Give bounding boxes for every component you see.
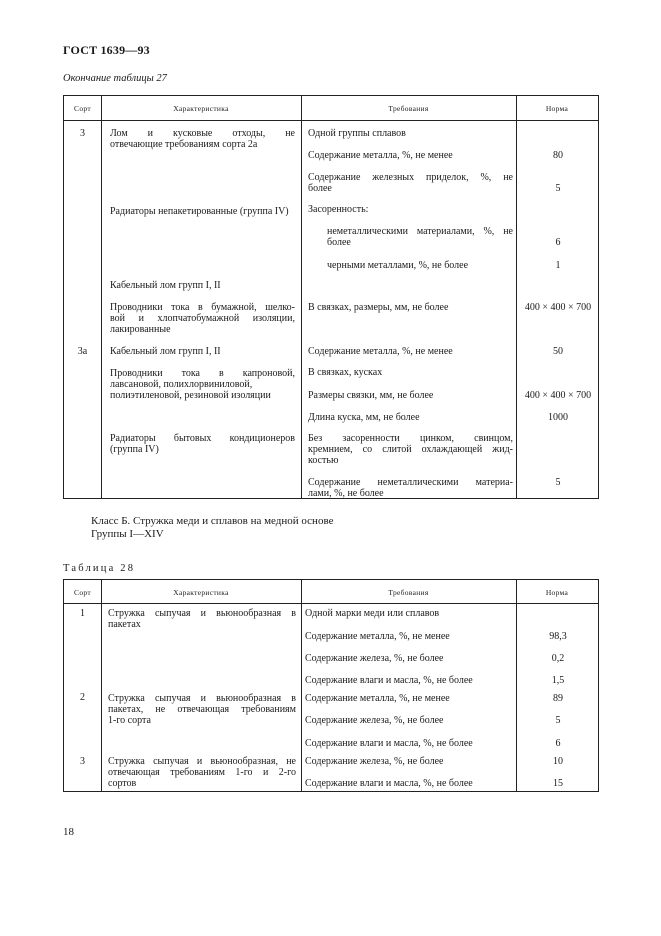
header-requirements: Требования [388, 104, 429, 113]
characteristic-text: полиэтиленовой, резиновой изоляции [110, 390, 271, 401]
norm-value: 1,5 [551, 675, 565, 686]
requirement-text: Содержание влаги и масла, %, не более [305, 675, 473, 686]
requirement-text: Содержание железных приделок, %, не [308, 172, 513, 183]
page-number: 18 [63, 826, 74, 838]
sort-value: 1 [80, 608, 85, 619]
sort-value: 3а [77, 346, 88, 357]
sort-value: 3 [80, 756, 85, 767]
norm-value: 98,3 [549, 631, 567, 642]
requirement-text: Содержание железа, %, не более [305, 756, 444, 767]
characteristic-text: отвечающие требованиям сорта 2а [110, 139, 258, 150]
requirement-text: Без засоренности цинком, свинцом, [308, 433, 513, 444]
header-sort: Сорт [74, 588, 91, 597]
norm-value: 400 × 400 × 700 [524, 390, 592, 401]
characteristic-text: Проводники тока в бумажной, шелко- [110, 302, 295, 313]
requirement-text: Одной марки меди или сплавов [305, 608, 440, 619]
requirement-text: Содержание влаги и масла, %, не более [305, 778, 473, 789]
requirement-text: кремнием, со слитой охлаждающей жид- [308, 444, 513, 455]
class-title-line: Класс Б. Стружка меди и сплавов на медной основе [91, 515, 334, 527]
header-sort: Сорт [74, 104, 91, 113]
norm-value: 6 [555, 237, 561, 248]
requirement-text: Содержание металла, %, не менее [305, 631, 450, 642]
requirement-text: лами, %, не более [308, 488, 384, 499]
requirement-text: Содержание металла, %, не менее [308, 346, 453, 357]
requirement-text: черными металлами, %, не более [327, 260, 469, 271]
norm-value: 80 [553, 150, 563, 161]
table-27 [63, 95, 599, 499]
characteristic-text: Радиаторы непакетированные (группа IV) [110, 206, 289, 217]
requirement-text: Длина куска, мм, не более [308, 412, 420, 423]
header-characteristic: Характеристика [173, 104, 229, 113]
characteristic-text: (группа IV) [110, 444, 159, 455]
characteristic-text: Лом и кусковые отходы, не [110, 128, 295, 139]
characteristic-text: отвечающая требованиям 1-го и 2-го [108, 767, 296, 778]
characteristic-text: Проводники тока в капроновой, [110, 368, 295, 379]
requirement-text: Содержание железа, %, не более [305, 715, 444, 726]
norm-value: 50 [553, 346, 563, 357]
norm-value: 89 [553, 693, 563, 704]
requirement-text: костью [308, 455, 339, 466]
norm-value: 1000 [548, 412, 568, 423]
requirement-text: Содержание неметаллическими материа- [308, 477, 513, 488]
norm-value: 6 [555, 738, 561, 749]
characteristic-text: Радиаторы бытовых кондиционеров [110, 433, 295, 444]
requirement-text: Содержание влаги и масла, %, не более [305, 738, 473, 749]
characteristic-text: Кабельный лом групп I, II [110, 346, 221, 357]
requirement-text: более [327, 237, 351, 248]
requirement-text: неметаллическими материалами, %, не [327, 226, 513, 237]
characteristic-text: пакетах, не отвечающая требованиям [108, 704, 296, 715]
class-title [91, 515, 333, 541]
table-28 [63, 579, 599, 792]
norm-value: 400 × 400 × 700 [524, 302, 592, 313]
characteristic-text: сортов [108, 778, 137, 789]
header-requirements: Требования [388, 588, 429, 597]
table-28-title: Таблица 28 [63, 563, 136, 574]
norm-value: 5 [555, 183, 561, 194]
characteristic-text: Стружка сыпучая и вьюнообразная в [108, 693, 296, 704]
norm-value: 0,2 [551, 653, 565, 664]
sort-value: 3 [80, 128, 85, 139]
requirement-text: В связках, размеры, мм, не более [308, 302, 449, 313]
characteristic-text: лавсановой, полихлорвиниловой, [110, 379, 253, 390]
norm-value: 10 [553, 756, 563, 767]
requirement-text: Содержание металла, %, не менее [305, 693, 450, 704]
norm-value: 1 [555, 260, 561, 271]
norm-value: 5 [555, 715, 561, 726]
characteristic-text: Стружка сыпучая и вьюнообразная, не [108, 756, 296, 767]
characteristic-text: 1-го сорта [108, 715, 151, 726]
requirement-text: Одной группы сплавов [308, 128, 406, 139]
header-characteristic: Характеристика [173, 588, 229, 597]
requirement-text: Размеры связки, мм, не более [308, 390, 434, 401]
requirement-text: Содержание железа, %, не более [305, 653, 444, 664]
table-caption: Окончание таблицы 27 [63, 73, 167, 84]
requirement-text: более [308, 183, 332, 194]
norm-value: 5 [555, 477, 561, 488]
document-header: ГОСТ 1639—93 [63, 43, 150, 57]
characteristic-text: пакетах [108, 619, 141, 630]
characteristic-text: Кабельный лом групп I, II [110, 280, 221, 291]
header-norm: Норма [545, 104, 569, 113]
requirement-text: В связках, кусках [308, 367, 383, 378]
sort-value: 2 [80, 692, 85, 703]
characteristic-text: вой и хлопчатобумажной изоляции, [110, 313, 295, 324]
header-norm: Норма [545, 588, 569, 597]
norm-value: 15 [553, 778, 563, 789]
characteristic-text: Стружка сыпучая и вьюнообразная в [108, 608, 296, 619]
requirement-text: Засоренность: [308, 204, 369, 215]
groups-line: Группы I—XIV [91, 528, 164, 540]
characteristic-text: лакированные [110, 324, 171, 335]
requirement-text: Содержание металла, %, не менее [308, 150, 453, 161]
